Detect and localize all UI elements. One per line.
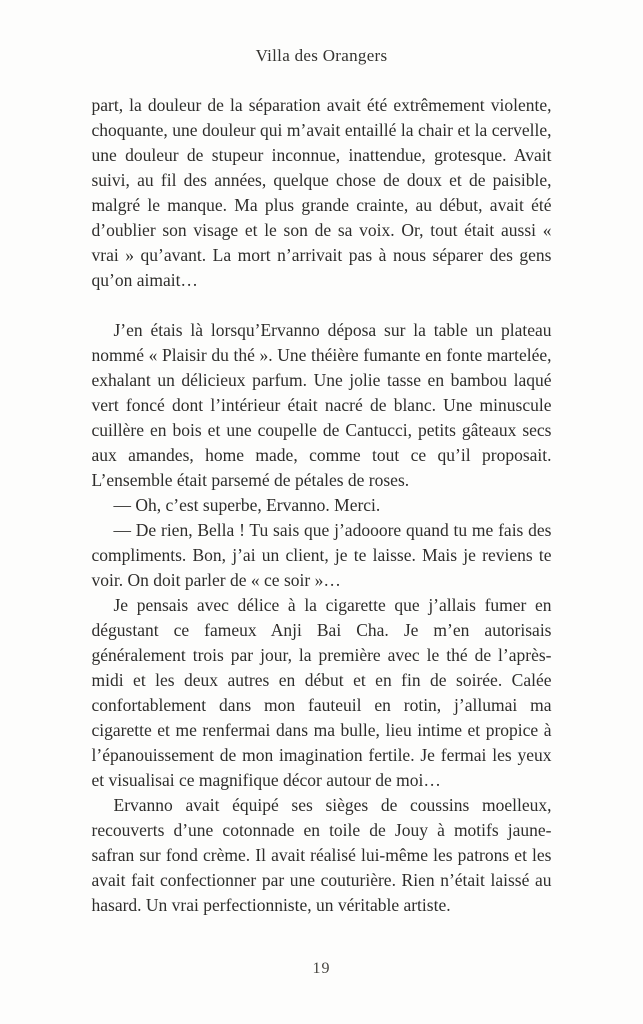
dialogue-line: — Oh, c’est superbe, Ervanno. Merci. <box>113 495 381 515</box>
paragraph: J’en étais là lorsqu’Ervanno déposa sur la table un plateau nommé « Plaisir du thé ». Une théière fumante en fonte martelée, exhalant un délicieux parfum. Une jolie tasse en bambou laqué vert foncé dont l’intérieur était nacré de blanc. Une minuscule cuillère en bois et une coupelle de Cantucci, petits gâteaux secs aux amandes, home made, comme tout ce qu’il proposait. L’ensemble était parsemé de pétales de roses. <box>91 320 552 490</box>
paragraph: Je pensais avec délice à la cigarette que j’allais fumer en dégustant ce fameux Anji Bai Cha. Je m’en autorisais généralement trois par jour, la première avec le thé de l’après-midi et les deux autres en début et en fin de soirée. Calée confortablement dans mon fauteuil en rotin, j’allumai ma cigarette et me renfermai dans ma bulle, lieu intime et propice à l’épanouissement de mon imagination fertile. Je fermai les yeux et visualisai ce magnifique décor autour de moi… <box>91 595 552 790</box>
paragraph: Ervanno avait équipé ses sièges de coussins moelleux, recouverts d’une cotonnade en toile de Jouy à motifs jaune-safran sur fond crème. Il avait réalisé lui-même les patrons et les avait fait confectionner par une couturière. Rien n’était laissé au hasard. Un vrai perfectionniste, un véritable artiste. <box>91 795 552 915</box>
running-header: Villa des Orangers <box>255 46 388 65</box>
text-block <box>92 93 552 918</box>
paragraph-continuation: part, la douleur de la séparation avait été extrêmement violente, choquante, une douleur qui m’avait entaillé la chair et la cervelle, une douleur de stupeur inconnue, inattendue, grotesque. Avait suivi, au fil des années, quelque chose de doux et de paisible, malgré le manque. Ma plus grande crainte, au début, avait été d’oublier son visage et le son de sa voix. Or, tout était aussi « vrai » qu’avant. La mort n’arrivait pas à nous séparer des gens qu’on aimait… <box>91 95 552 290</box>
page-number: 19 <box>312 960 331 977</box>
dialogue-line: — De rien, Bella ! Tu sais que j’adooore quand tu me fais des compliments. Bon, j’ai un client, je te laisse. Mais je reviens te voir. On doit parler de « ce soir »… <box>91 520 552 590</box>
